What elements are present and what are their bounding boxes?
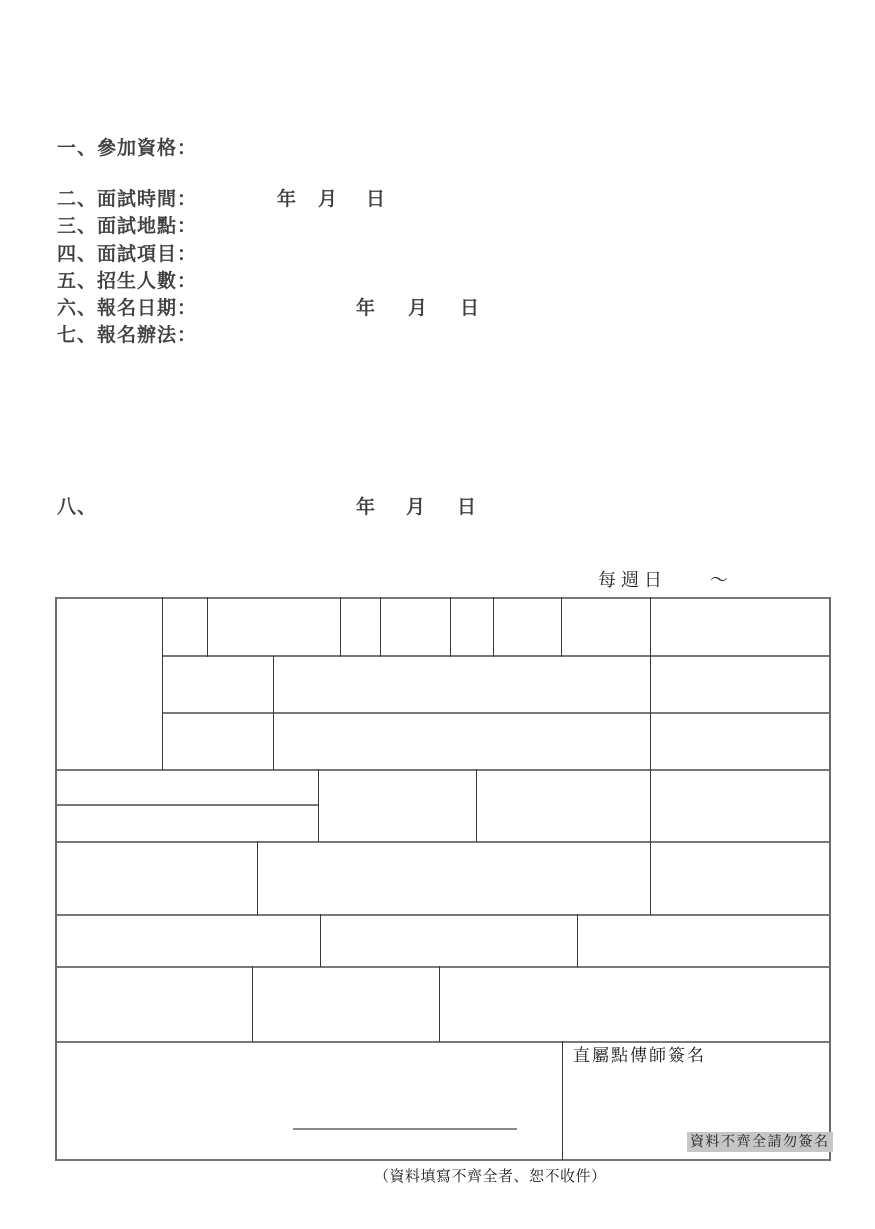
table-grid-line (55, 841, 831, 843)
table-grid-line (273, 656, 274, 770)
day-label: 日 (460, 297, 480, 319)
table-grid-line (577, 914, 578, 967)
list-item-3: 三、面試地點： (57, 215, 198, 237)
list-item-6: 六、報名日期： (57, 297, 198, 319)
table-grid-line (55, 1041, 831, 1043)
table-border-left (55, 597, 57, 1161)
table-grid-line (380, 597, 381, 657)
month-label: 月 (408, 297, 428, 319)
year-label: 年 (356, 496, 376, 518)
table-grid-line (650, 597, 651, 915)
weekly-schedule-label: 每週日 (598, 570, 667, 591)
table-border-right (829, 597, 831, 1161)
day-label: 日 (457, 496, 477, 518)
year-label: 年 (356, 297, 376, 319)
day-label: 日 (366, 188, 386, 210)
list-item-5: 五、招生人數： (57, 270, 198, 292)
table-grid-line (55, 914, 831, 916)
month-label: 月 (318, 188, 338, 210)
table-grid-line (207, 597, 208, 657)
table-grid-line (55, 1159, 831, 1161)
table-grid-line (318, 769, 319, 842)
table-grid-line (257, 841, 258, 915)
signature-warning-badge: 資料不齊全請勿簽名 (687, 1132, 833, 1152)
table-grid-line (561, 597, 562, 657)
signature-label: 直屬點傳師簽名 (573, 1046, 706, 1066)
list-item-2: 二、面試時間： (57, 188, 198, 210)
table-grid-line (320, 914, 321, 967)
month-label: 月 (406, 496, 426, 518)
table-grid-line (562, 1041, 563, 1160)
table-grid-line (162, 655, 831, 657)
table-grid-line (55, 804, 318, 806)
list-item-7: 七、報名辦法： (57, 324, 198, 346)
weekly-schedule-tilde: ～ (710, 570, 733, 591)
table-grid-line (476, 769, 477, 842)
table-grid-line (162, 712, 831, 714)
table-grid-line (493, 597, 494, 657)
table-grid-line (439, 966, 440, 1042)
table-grid-line (450, 597, 451, 657)
list-item-4: 四、面試項目： (57, 243, 198, 265)
signature-blank-line (293, 1128, 517, 1130)
table-grid-line (162, 597, 163, 770)
table-grid-line (340, 597, 341, 657)
year-label: 年 (277, 188, 297, 210)
table-grid-line (55, 966, 831, 968)
table-grid-line (55, 769, 831, 771)
list-item-1: 一、參加資格： (57, 137, 198, 159)
table-grid-line (55, 597, 831, 599)
table-grid-line (252, 966, 253, 1042)
list-item-8: 八、 (57, 496, 98, 518)
footer-note: （資料填寫不齊全者、恕不收件） (374, 1167, 607, 1185)
